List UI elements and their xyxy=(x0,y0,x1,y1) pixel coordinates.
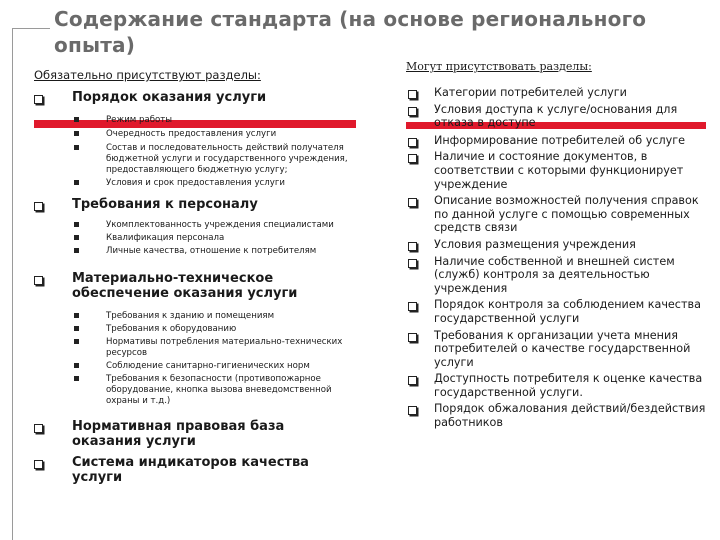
section-staff-requirements xyxy=(34,197,356,212)
right-column xyxy=(406,60,706,430)
list-item: Информирование потребителей об услуге xyxy=(406,134,706,148)
list-item: Условия доступа к услуге/основания для отказа в доступе xyxy=(406,103,706,130)
list-item: Условия размещения учреждения xyxy=(406,238,706,252)
bullet-icon xyxy=(74,248,79,253)
sub-list xyxy=(34,220,356,257)
list-item: Требования к зданию и помещениям xyxy=(34,311,356,322)
square-bullet-icon xyxy=(34,95,43,104)
section-legal-base xyxy=(34,419,356,449)
list-item: Требования к оборудованию xyxy=(34,324,356,335)
sub-list xyxy=(34,115,356,189)
square-bullet-icon xyxy=(408,242,417,251)
section-label: Порядок оказания услуги xyxy=(72,90,267,105)
square-bullet-icon xyxy=(34,276,43,285)
square-bullet-icon xyxy=(408,376,417,385)
list-item: Квалификация персонала xyxy=(34,233,356,244)
list-item: Очередность предоставления услуги xyxy=(34,129,356,140)
square-bullet-icon xyxy=(408,198,417,207)
list-item: Требования к организации учета мнения потребителей о качестве государственной услуги xyxy=(406,329,706,370)
frame-line-left xyxy=(12,28,13,540)
list-item: Описание возможностей получения справок по данной услуге с помощью современных средств связи xyxy=(406,194,706,235)
list-item: Порядок контроля за соблюдением качества государственной услуги xyxy=(406,298,706,325)
list-item: Соблюдение санитарно-гигиенических норм xyxy=(34,361,356,372)
square-bullet-icon xyxy=(408,90,417,99)
sub-list xyxy=(34,311,356,407)
square-bullet-icon xyxy=(408,406,417,415)
square-bullet-icon xyxy=(408,154,417,163)
optional-sections-header: Могут присутствовать разделы: xyxy=(406,60,592,73)
section-label: Материально-техническое обеспечение оказания услуги xyxy=(72,271,298,301)
bullet-icon xyxy=(74,363,79,368)
section-material-support xyxy=(34,271,356,301)
bullet-icon xyxy=(74,180,79,185)
list-item: Доступность потребителя к оценке качества государственной услуги. xyxy=(406,372,706,399)
frame-line-top xyxy=(12,28,50,29)
left-column xyxy=(34,68,356,485)
square-bullet-icon xyxy=(34,424,43,433)
square-bullet-icon xyxy=(408,333,417,342)
bullet-icon xyxy=(74,339,79,344)
list-item: Укомплектованность учреждения специалистами xyxy=(34,220,356,231)
bullet-icon xyxy=(74,131,79,136)
optional-sections-list xyxy=(406,86,706,430)
bullet-icon xyxy=(74,222,79,227)
square-bullet-icon xyxy=(408,138,417,147)
section-service-procedure xyxy=(34,90,356,105)
square-bullet-icon xyxy=(408,107,417,116)
bullet-icon xyxy=(74,326,79,331)
square-bullet-icon xyxy=(408,302,417,311)
list-item: Наличие и состояние документов, в соответствии с которыми функционирует учреждение xyxy=(406,150,706,191)
list-item: Личные качества, отношение к потребителям xyxy=(34,246,356,257)
list-item: Состав и последовательность действий получателя бюджетной услуги и государственного учреждения, предоставляющего бюджетную услугу; xyxy=(34,143,356,176)
square-bullet-icon xyxy=(408,259,417,268)
list-item: Категории потребителей услуги xyxy=(406,86,706,100)
section-label: Система индикаторов качества услуги xyxy=(72,455,309,485)
section-label: Нормативная правовая база оказания услуги xyxy=(72,419,285,449)
bullet-icon xyxy=(74,235,79,240)
list-item: Требования к безопасности (противопожарное оборудование, кнопка вызова вневедомственной охраны и т.д.) xyxy=(34,374,356,407)
bullet-icon xyxy=(74,313,79,318)
list-item: Нормативы потребления материально-технических ресурсов xyxy=(34,337,356,359)
bullet-icon xyxy=(74,376,79,381)
list-item: Условия и срок предоставления услуги xyxy=(34,178,356,189)
section-quality-indicators xyxy=(34,455,356,485)
square-bullet-icon xyxy=(34,460,43,469)
page-title: Содержание стандарта (на основе регионального опыта) xyxy=(54,7,647,57)
mandatory-sections-header: Обязательно присутствуют разделы: xyxy=(34,68,261,82)
section-label: Требования к персоналу xyxy=(72,197,258,212)
list-item: Наличие собственной и внешней систем (служб) контроля за деятельностью учреждения xyxy=(406,255,706,296)
bullet-icon xyxy=(74,117,79,122)
list-item: Режим работы xyxy=(34,115,356,126)
bullet-icon xyxy=(74,145,79,150)
square-bullet-icon xyxy=(34,202,43,211)
list-item: Порядок обжалования действий/бездействия работников xyxy=(406,402,706,429)
